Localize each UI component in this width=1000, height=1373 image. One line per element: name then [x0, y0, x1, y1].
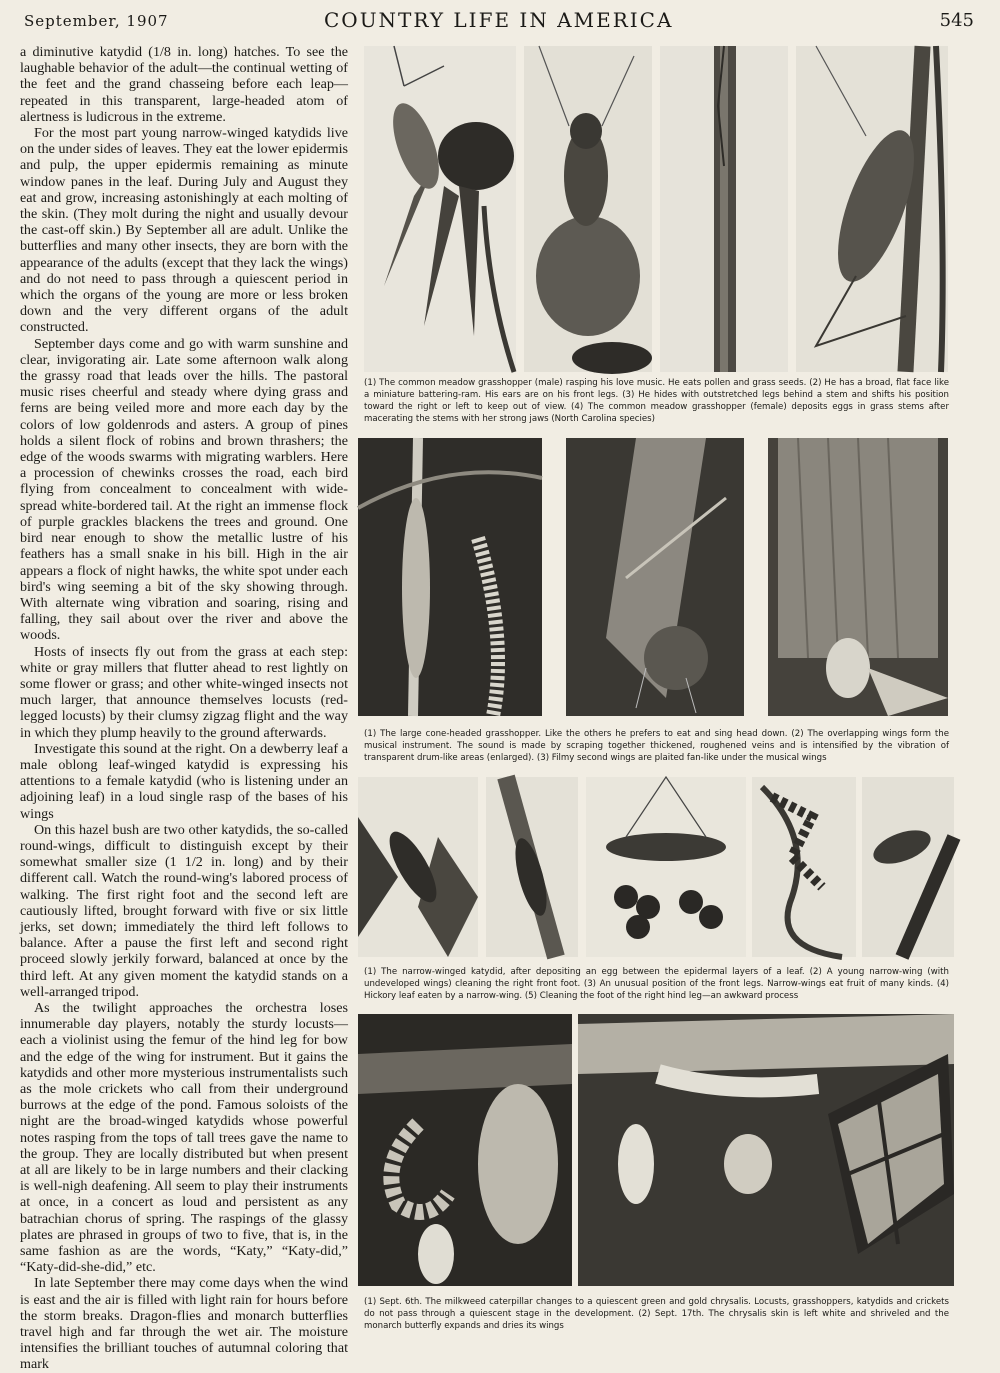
photo-meadow-grasshopper-male	[364, 46, 516, 372]
photo-cone-headed-grasshopper	[358, 438, 542, 716]
article-paragraph: On this hazel bush are two other katydids, the so-called round-wings, difficult to distinguish except by their somewhat smaller size (1 1/2 in. long) and by their different call. Watch the round-wing's labored process of walking. The first right foot and the second left are cautiously lifted, brought forward with five or six little jerks, set down; immediately the third left follows to balance. After a pause the first left and second right proceed slowly jerkily forward, balanced at once by the third left. At any given moment the katydid stands on a well-arranged tripod.	[20, 821, 348, 1000]
article-paragraph: For the most part young narrow-winged katydids live on the under sides of leaves. They eat the lower epidermis and pulp, the upper epidermis remaining as minute window panes in the leaf. During July and August they eat and grow, increasing astonishingly at each molting of the skin. (They molt during the night and usually devour the cast-off skin.) By September all are adult. Unlike the butterflies and many other insects, they are born with the appearance of the adults (except that they lack the wings) and do not need to pass through a quiescent period in which the organs of the young are more or less broken down and the very different organs of the adult constructed.	[20, 125, 348, 336]
photo-narrow-winged-katydid-egg	[358, 777, 478, 957]
article-paragraph: In late September there may come days when the wind is east and the air is filled with light rain for hours before the storm breaks. Dragon-flies and monarch butterflies travel high and far through the wet air. The moisture intensifies the brilliant touches of autumnal coloring that mark	[20, 1275, 348, 1373]
issue-date: September, 1907	[24, 12, 169, 30]
photo-hickory-leaf-eaten	[752, 777, 856, 957]
photo-grasshopper-face	[524, 46, 652, 372]
photo-grasshopper-female-laying	[796, 46, 948, 372]
photo-cleaning-hind-leg	[862, 777, 954, 957]
article-text-column	[20, 44, 348, 1373]
caption-row2: (1) The large cone-headed grasshopper. Like the others he prefers to eat and sing head down. (2) The overlapping wings form the musical instrument. The sound is made by scraping together thickened, roughened veins and is intensified by the vibration of transparent drum-like areas (enlarged). (3) Filmy second wings are plaited fan-like under the musical wings	[364, 729, 949, 763]
photo-overlapping-wings	[566, 438, 744, 716]
article-paragraph: Investigate this sound at the right. On a dewberry leaf a male oblong leaf-winged katydid is expressing his attentions to a female katydid (who is listening under an adjoining leaf) in a loud single rasp of the bases of his wings	[20, 740, 348, 822]
magazine-title: COUNTRY LIFE IN AMERICA	[324, 8, 674, 32]
article-paragraph: Hosts of insects fly out from the grass at each step: white or gray millers that flutter ahead to rest lightly on some flower or grass; and other white-winged insects not much larger, that announce themselves locusts (red-legged locusts) by their clumsy zigzag flight and the way in which they plump heavily to the ground afterwards.	[20, 643, 348, 741]
caption-row3: (1) The narrow-winged katydid, after depositing an egg between the epidermal layers of a leaf. (2) A young narrow-wing (with undeveloped wings) cleaning the right front foot. (3) An unusual position of the front legs. Narrow-wings eat fruit of many kinds. (4) Hickory leaf eaten by a narrow-wing. (5) Cleaning the foot of the right hind leg—an awkward process	[364, 967, 949, 1001]
caption-row1: (1) The common meadow grasshopper (male) rasping his love music. He eats pollen and grass seeds. (2) He has a broad, flat face like a miniature battering-ram. His ears are on his front legs. (3) He hides with outstretched legs behind a stem and shifts his position toward the right or left to keep out of view. (4) The common meadow grasshopper (female) deposits eggs in grass stems after macerating the stems with her strong jaws (North Carolina species)	[364, 378, 949, 424]
article-paragraph: September days come and go with warm sunshine and clear, invigorating air. Late some afternoon walk along the grassy road that leads over the hills. The pastoral music rises cheerful and steady where dying grass and ferns are being veiled more and more each day by the colors of low goldenrods and asters. A group of pines holds a silent flock of robins and brown thrashers; the edge of the woods swarms with migrating warblers. Here a procession of chewinks crosses the road, each bird flying from concealment to concealment with wide-spread white-bordered tail. At the right an immense flock of purple grackles blackens the trees and ground. One bird near enough to show the metallic lustre of his feathers has a small snake in his bill. High in the air appears a flock of night hawks, the white spot under each bird's wing seeming a bit of the sky showing through. With alternate wing vibration and soaring, rising and falling, they sail about over the river and above the woods.	[20, 335, 348, 644]
photo-grasshopper-hiding-stem	[660, 46, 788, 372]
photo-second-wings-fan	[768, 438, 948, 716]
photo-milkweed-caterpillar-chrysalis	[358, 1014, 572, 1286]
running-header	[24, 6, 974, 36]
article-paragraph: As the twilight approaches the orchestra loses innumerable day players, notably the sturdy locusts—each a violinist using the femur of the hind leg for bow and the edge of the wing for instrument. But it gains the katydids and other more mysterious instrumentalists such as the mole crickets who call from their underground burrows at the edge of the pond. Famous soloists of the night are the broad-winged katydids whose powerful notes rasping from the tops of tall trees gave the name to the group. They are locally distributed but when present at all are likely to be in large numbers and their clacking is well-nigh deafening. All seem to play their instruments at once, in a concert as loud and persistent as any batrachian chorus of spring. The raspings of the glassy plates are phrased in groups of two to five, that is, in the same fashion as are the words, “Katy,” “Katy-did,” “Katy-did-she-did,” etc.	[20, 999, 348, 1276]
photo-monarch-butterfly-emerging	[578, 1014, 954, 1286]
photo-young-narrow-wing	[486, 777, 578, 957]
article-paragraph: a diminutive katydid (1/8 in. long) hatches. To see the laughable behavior of the adult—the continual wetting of the feet and the grand chasseing before each leap—repeated in this transparent, large-headed atom of alertness is ludicrous in the extreme.	[20, 44, 348, 125]
page-number: 545	[939, 10, 974, 31]
caption-row4: (1) Sept. 6th. The milkweed caterpillar changes to a quiescent green and gold chrysalis. Locusts, grasshoppers, katydids and crickets do not pass through a quiescent stage in the development. (2) Sept. 17th. The chrysalis skin is left white and shriveled and the monarch butterfly expands and dries its wings	[364, 1297, 949, 1331]
photo-katydid-on-berries	[586, 777, 746, 957]
